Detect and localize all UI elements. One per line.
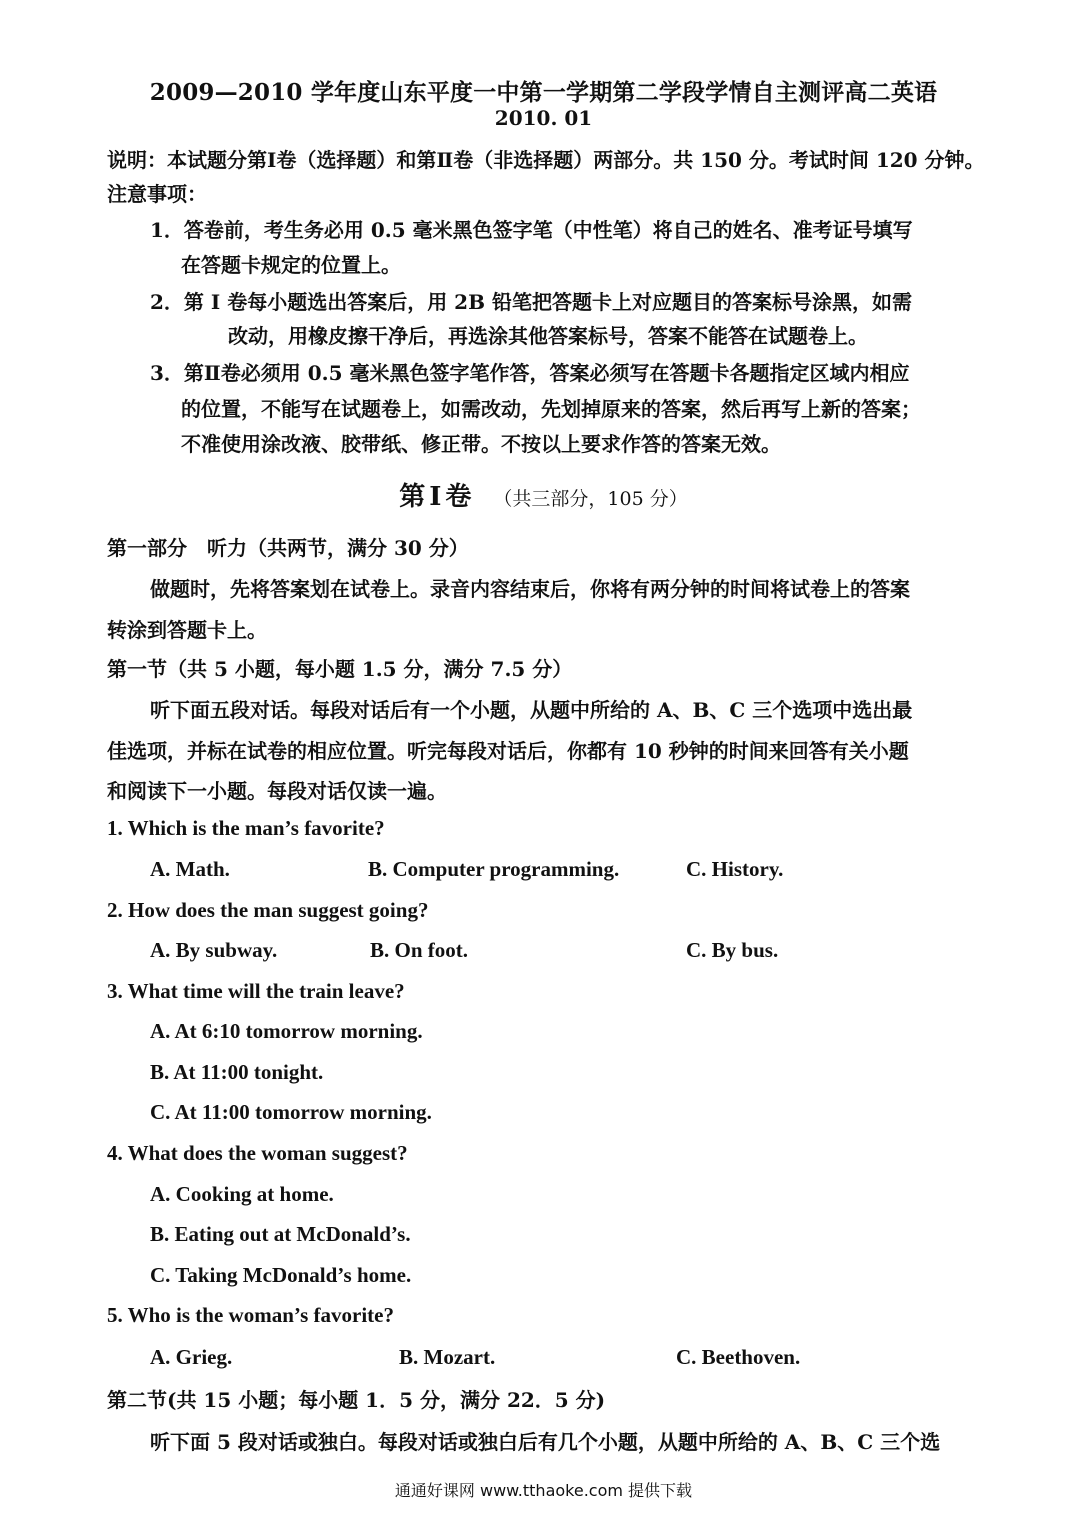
- download-footer: 通通好课网 www.tthaoke.com 提供下载: [394, 1481, 693, 1500]
- question-1-option-b: B. Computer programming.: [368, 857, 620, 881]
- question-1-option-c: C. History.: [686, 857, 784, 881]
- notice-item-3-line-3: 不准使用涂改液、胶带纸、修正带。不按以上要求作答的答案无效。: [181, 432, 781, 456]
- section2-heading: 第二节(共 15 小题；每小题 1．5 分，满分 22．5 分): [107, 1388, 606, 1412]
- question-4-option-c: C. Taking McDonald’s home.: [150, 1263, 412, 1287]
- question-3: 3. What time will the train leave?: [107, 979, 405, 1003]
- question-3-option-c: C. At 11:00 tomorrow morning.: [150, 1100, 432, 1124]
- volume-title: 第Ⅰ卷: [399, 482, 476, 512]
- notice-item-2-line-1: 2．第 I 卷每小题选出答案后，用 2B 铅笔把答题卡上对应题目的答案标号涂黑，如需: [150, 290, 912, 314]
- exam-title: 2009—2010 学年度山东平度一中第一学期第二学段学情自主测评高二英语: [149, 79, 938, 106]
- question-3-option-b: B. At 11:00 tonight.: [150, 1060, 324, 1084]
- section1-intro-line-3: 和阅读下一小题。每段对话仅读一遍。: [107, 779, 447, 803]
- notice-item-1-line-2: 在答题卡规定的位置上。: [181, 253, 401, 277]
- part1-intro-line-2: 转涂到答题卡上。: [107, 618, 267, 642]
- section1-heading: 第一节（共 5 小题，每小题 1.5 分，满分 7.5 分）: [107, 657, 573, 681]
- exam-date: 2010. 01: [494, 106, 593, 130]
- notice-item-2-line-2: 改动，用橡皮擦干净后，再选涂其他答案标号，答案不能答在试题卷上。: [228, 324, 868, 348]
- notice-item-3-line-2: 的位置，不能写在试题卷上，如需改动，先划掉原来的答案，然后再写上新的答案；: [181, 397, 921, 421]
- part1-heading: 第一部分 听力（共两节，满分 30 分）: [107, 536, 469, 560]
- part1-intro-line-1: 做题时，先将答案划在试卷上。录音内容结束后，你将有两分钟的时间将试卷上的答案: [150, 577, 910, 601]
- question-2-option-c: C. By bus.: [686, 938, 779, 962]
- notice-item-1-line-1: 1．答卷前，考生务必用 0.5 毫米黑色签字笔（中性笔）将自己的姓名、准考证号填写: [150, 218, 913, 242]
- question-5-option-a: A. Grieg.: [150, 1345, 233, 1369]
- section1-intro-line-1: 听下面五段对话。每段对话后有一个小题，从题中所给的 A、B、C 三个选项中选出最: [150, 698, 913, 722]
- notice-item-3-line-1: 3．第Ⅱ卷必须用 0.5 毫米黑色签字笔作答，答案必须写在答题卡各题指定区域内相应: [150, 361, 910, 385]
- question-2-option-a: A. By subway.: [150, 938, 278, 962]
- question-5-option-c: C. Beethoven.: [676, 1345, 801, 1369]
- question-4-option-b: B. Eating out at McDonald’s.: [150, 1222, 411, 1246]
- question-5: 5. Who is the woman’s favorite?: [107, 1303, 394, 1327]
- question-1-option-a: A. Math.: [150, 857, 230, 881]
- question-2-option-b: B. On foot.: [370, 938, 469, 962]
- volume-subtitle: （共三部分，105 分）: [493, 488, 688, 510]
- question-3-option-a: A. At 6:10 tomorrow morning.: [150, 1019, 423, 1043]
- volume-heading: [0, 476, 1087, 513]
- question-5-option-b: B. Mozart.: [399, 1345, 496, 1369]
- question-1: 1. Which is the man’s favorite?: [107, 816, 385, 840]
- question-4: 4. What does the woman suggest?: [107, 1141, 408, 1165]
- section2-intro-line-1: 听下面 5 段对话或独白。每段对话或独白后有几个小题，从题中所给的 A、B、C 三个选: [150, 1430, 941, 1454]
- notice-heading: 注意事项：: [107, 182, 207, 206]
- exam-description: 说明：本试题分第Ⅰ卷（选择题）和第Ⅱ卷（非选择题）两部分。共 150 分。考试时间 120 分钟。: [107, 148, 985, 172]
- question-4-option-a: A. Cooking at home.: [150, 1182, 334, 1206]
- question-2: 2. How does the man suggest going?: [107, 898, 429, 922]
- section1-intro-line-2: 佳选项，并标在试卷的相应位置。听完每段对话后，你都有 10 秒钟的时间来回答有关小题: [107, 739, 909, 763]
